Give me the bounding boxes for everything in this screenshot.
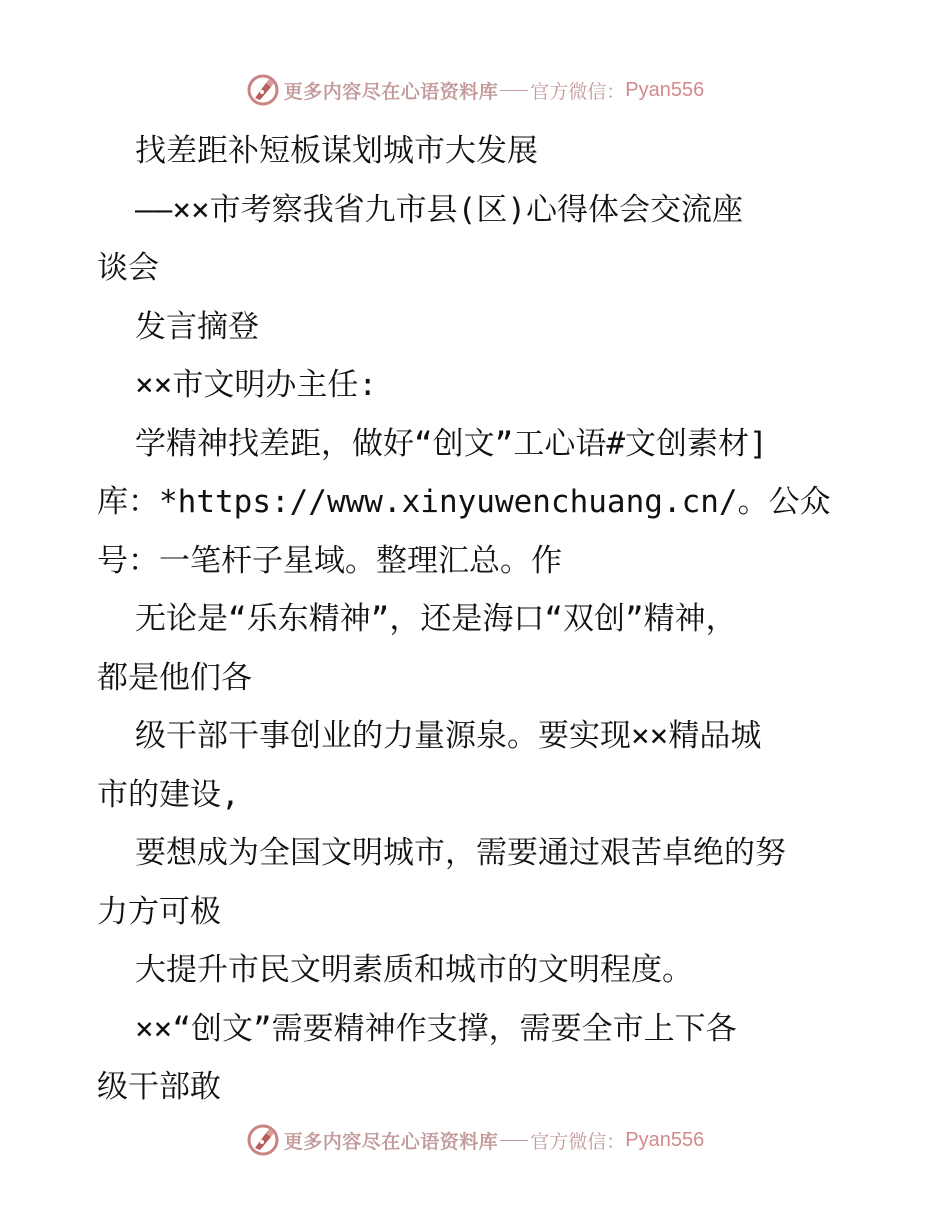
paragraph-line: 级干部干事创业的力量源泉。要实现××精品城 [135,718,762,754]
header-banner [0,70,950,110]
banner-wechat-label: 官方微信： [530,1130,626,1153]
doc-title: 找差距补短板谋划城市大发展 [135,133,538,169]
paragraph-line: 力方可极 [97,893,221,930]
banner-title: 更多内容尽在心语资料库 [283,1130,499,1153]
banner-divider [500,1140,528,1141]
doc-subtitle-cont: 谈会 [97,250,159,286]
banner-wechat-label: 官方微信： [530,80,626,103]
speaker-label: ××市文明办主任: [135,367,377,403]
paragraph-line: 大提升市民文明素质和城市的文明程度。 [135,952,693,988]
banner-wechat-id: Pyan556 [625,78,705,101]
paragraph-line: 级干部敢 [97,1069,221,1105]
pen-nib-logo-icon [246,1123,280,1157]
paragraph-line: 学精神找差距，做好“创文”工心语#文创素材] [135,425,768,462]
banner-divider [500,90,528,91]
paragraph-line: 库：*https://www.xinyuwenchuang.cn/。公众 [97,484,831,520]
doc-heading: 发言摘登 [135,308,259,345]
pen-nib-logo-icon [246,73,280,107]
document-body [97,122,853,1117]
paragraph-line: 都是他们各 [97,659,252,696]
banner-wechat-id: Pyan556 [625,1128,705,1151]
paragraph-line: ××“创文”需要精神作支撑，需要全市上下各 [135,1010,737,1047]
doc-subtitle: ——××市考察我省九市县(区)心得体会交流座 [135,191,743,228]
paragraph-line: 要想成为全国文明城市，需要通过艰苦卓绝的努 [135,835,786,871]
paragraph-line: 号：一笔杆子星域。整理汇总。作 [97,542,562,579]
paragraph-line: 无论是“乐东精神”，还是海口“双创”精神， [135,601,737,637]
paragraph-line: 市的建设, [97,776,240,813]
footer-banner [0,1120,950,1160]
banner-title: 更多内容尽在心语资料库 [283,80,499,103]
